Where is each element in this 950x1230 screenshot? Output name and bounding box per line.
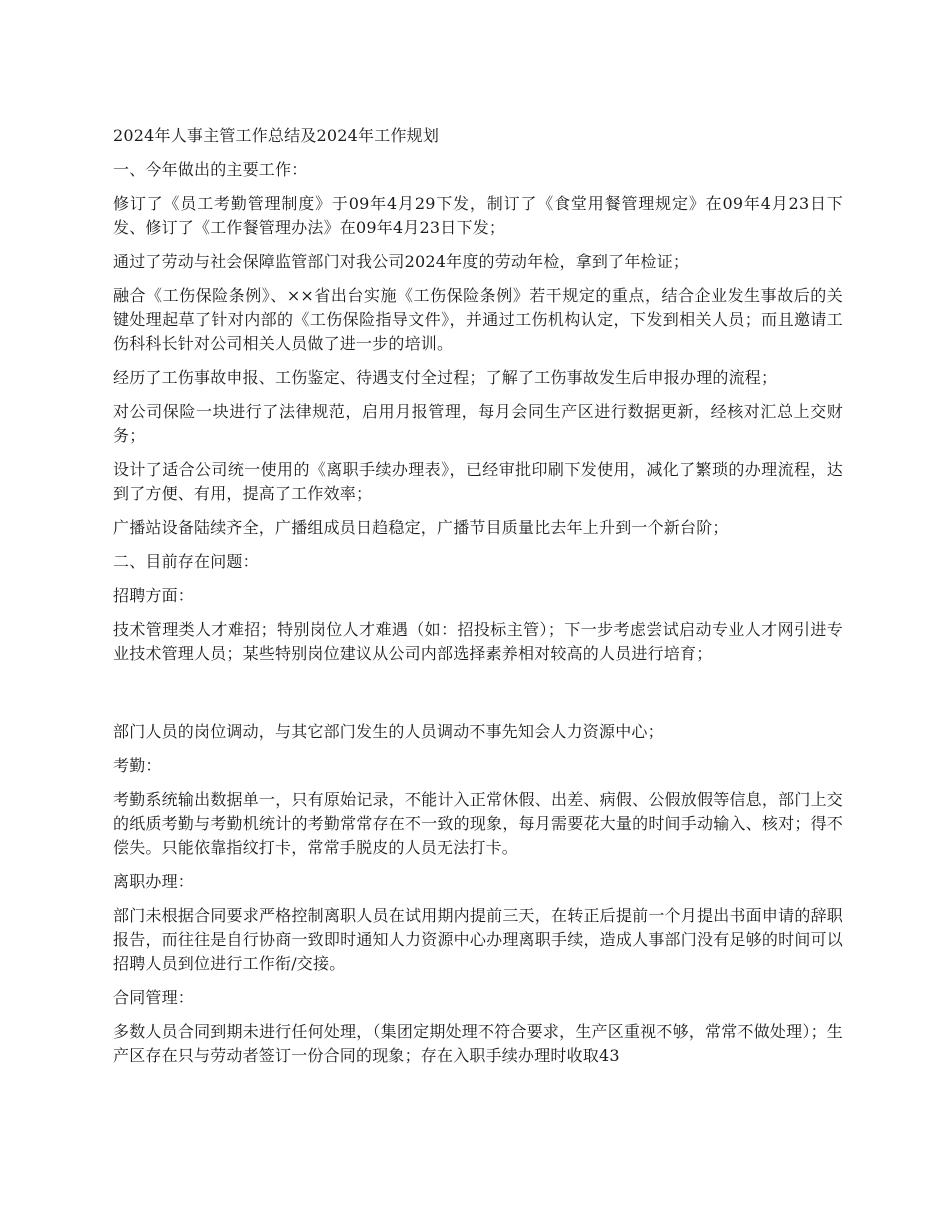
resign-paragraph: 部门未根据合同要求严格控制离职人员在试用期内提前三天，在转正后提前一个月提出书面申请的辞职报告，而往往是自行协商一致即时通知人力资源中心办理离职手续，造成人事部门没有足够的时间可以招聘人员到位进行工作衔/交接。 — [113, 906, 843, 973]
recruit-heading: 招聘方面： — [113, 586, 195, 605]
attendance-heading: 考勤： — [113, 756, 162, 775]
blank-space — [113, 676, 843, 720]
section1-item: 融合《工伤保险条例》、××省出台实施《工伤保险条例》若干规定的重点，结合企业发生事故后的关键处理起草了针对内部的《工伤保险指导文件》，并通过工伤机构认定，下发到相关人员；而且邀请工伤科科长针对公司相关人员做了进一步的培训。 — [113, 286, 843, 353]
section1-item: 通过了劳动与社会保障监管部门对我公司2024年度的劳动年检，拿到了年检证； — [113, 252, 690, 271]
resign-heading: 离职办理： — [113, 872, 195, 891]
section1-item: 修订了《员工考勤管理制度》于09年4月29下发，制订了《食堂用餐管理规定》在09年4月23日下发、修订了《工作餐管理办法》在09年4月23日下发； — [113, 194, 843, 237]
attendance-paragraph: 考勤系统输出数据单一，只有原始记录，不能计入正常休假、出差、病假、公假放假等信息，部门上交的纸质考勤与考勤机统计的考勤常常存在不一致的现象，每月需要花大量的时间手动输入、核对；得不偿失。只能依靠指纹打卡，常常手脱皮的人员无法打卡。 — [113, 790, 843, 857]
document-page — [113, 124, 843, 1078]
section1-heading: 一、今年做出的主要工作： — [113, 160, 308, 179]
contract-heading: 合同管理： — [113, 988, 195, 1007]
section1-item: 经历了工伤事故申报、工伤鉴定、待遇支付全过程；了解了工伤事故发生后申报办理的流程； — [113, 368, 778, 387]
section2-heading: 二、目前存在问题： — [113, 552, 259, 571]
section1-item: 对公司保险一块进行了法律规范，启用月报管理，每月会同生产区进行数据更新，经核对汇总上交财务； — [113, 402, 843, 445]
section1-item: 设计了适合公司统一使用的《离职手续办理表》，已经审批印刷下发使用，减化了繁琐的办理流程，达到了方便、有用，提高了工作效率； — [113, 460, 843, 503]
section1-item: 广播站设备陆续齐全，广播组成员日趋稳定，广播节目质量比去年上升到一个新台阶； — [113, 518, 729, 537]
transfer-paragraph: 部门人员的岗位调动，与其它部门发生的人员调动不事先知会人力资源中心； — [113, 722, 664, 741]
document-title: 2024年人事主管工作总结及2024年工作规划 — [113, 126, 440, 145]
contract-paragraph: 多数人员合同到期未进行任何处理，（集团定期处理不符合要求，生产区重视不够，常常不做处理）；生产区存在只与劳动者签订一份合同的现象；存在入职手续办理时收取43 — [113, 1022, 843, 1065]
recruit-paragraph: 技术管理类人才难招；特别岗位人才难遇（如：招投标主管）；下一步考虑尝试启动专业人才网引进专业技术管理人员；某些特别岗位建议从公司内部选择素养相对较高的人员进行培育； — [113, 620, 843, 663]
